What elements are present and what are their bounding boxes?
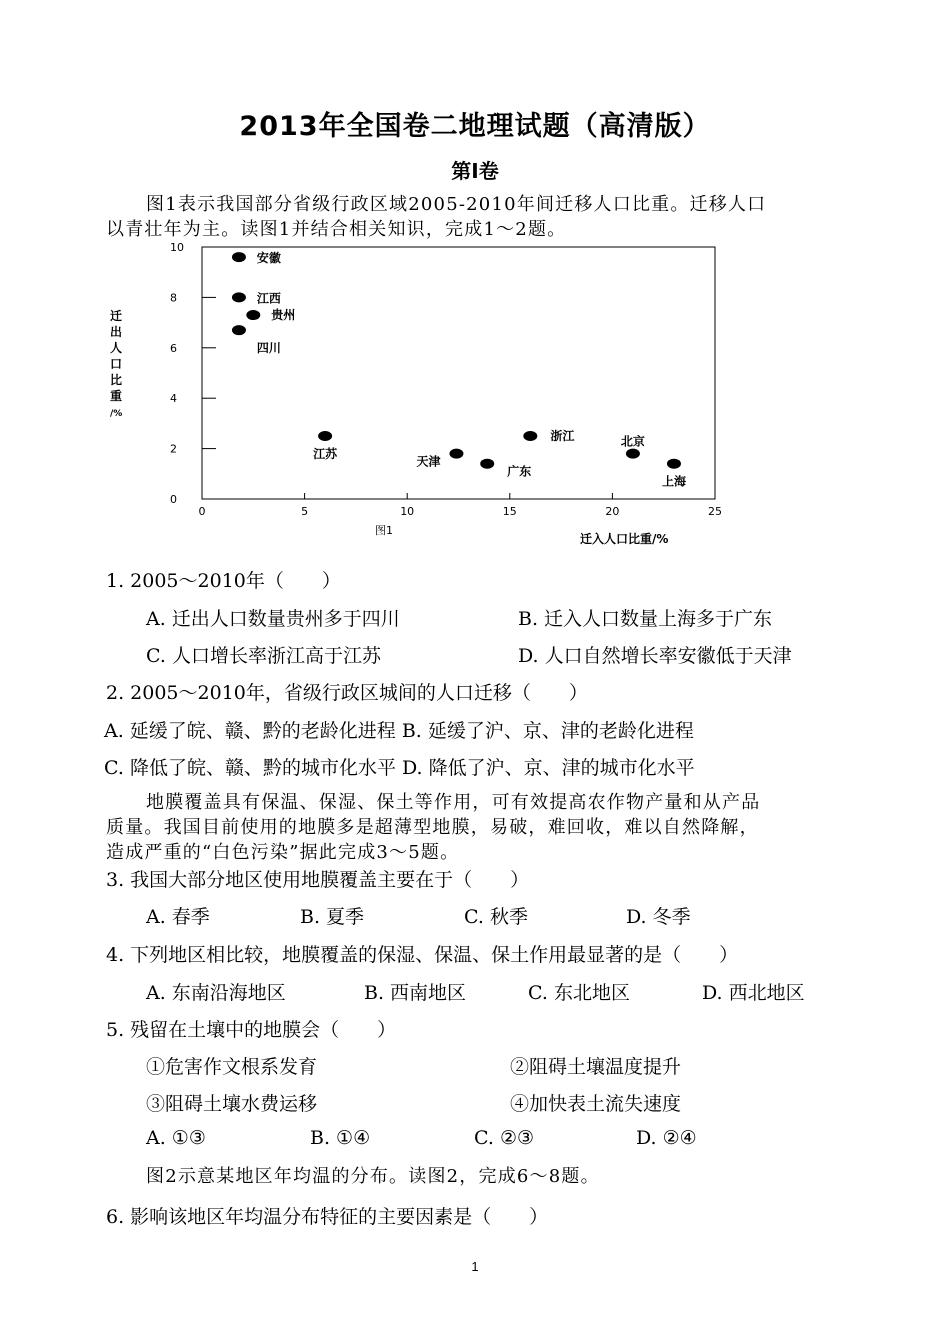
y-axis-label-char: 比 <box>110 373 123 387</box>
q5-option-d: D. ②④ <box>636 1127 697 1149</box>
q1-option-b: B. 迁入人口数量上海多于广东 <box>518 608 773 630</box>
q4-option-a: A. 东南沿海地区 <box>146 982 286 1004</box>
q1-option-d: D. 人口自然增长率安徽低于天津 <box>518 645 792 667</box>
q3-option-b: B. 夏季 <box>300 906 365 928</box>
intro2-line2: 质量。我国目前使用的地膜多是超薄型地膜，易破，难回收，难以自然降解， <box>106 817 759 838</box>
q4-option-c: C. 东北地区 <box>528 982 630 1004</box>
q5-option-c: C. ②③ <box>474 1127 535 1149</box>
data-point <box>232 325 246 335</box>
intro2-line3: 造成严重的“白色污染”据此完成3～5题。 <box>106 842 460 863</box>
q1-stem: 1. 2005～2010年（ ） <box>106 570 341 592</box>
point-label: 江苏 <box>313 447 338 461</box>
q3-option-d: D. 冬季 <box>626 906 691 928</box>
q5-statement-3: ③阻碍土壤水费运移 <box>146 1093 318 1115</box>
intro-paragraph-2 <box>106 790 846 865</box>
q5-option-a: A. ①③ <box>146 1127 206 1149</box>
y-tick-label: 0 <box>170 493 177 506</box>
y-tick-label: 4 <box>170 392 177 406</box>
plot-frame <box>202 247 715 499</box>
point-label: 天津 <box>416 454 441 469</box>
intro2-line1: 地膜覆盖具有保温、保湿、保土等作用，可有效提高农作物产量和从产品 <box>146 792 761 813</box>
data-point <box>626 449 640 459</box>
q1-option-c: C. 人口增长率浙江高于江苏 <box>146 645 381 667</box>
data-point <box>667 459 681 469</box>
intro1-line2: 以青壮年为主。读图1并结合相关知识，完成1～2题。 <box>106 219 567 240</box>
data-point <box>232 292 246 302</box>
y-tick-label: 2 <box>170 442 177 456</box>
q1-option-a: A. 迁出人口数量贵州多于四川 <box>146 608 400 630</box>
data-point <box>449 449 463 459</box>
q3-option-a: A. 春季 <box>146 906 210 928</box>
intro-paragraph-1 <box>106 192 846 242</box>
page-number: 1 <box>471 1259 479 1274</box>
point-label: 上海 <box>661 474 686 489</box>
point-label: 安徽 <box>256 251 281 266</box>
q5-statement-2: ②阻碍土壤温度提升 <box>510 1056 682 1078</box>
y-axis-label-char: /% <box>110 409 123 419</box>
q5-option-b: B. ①④ <box>310 1127 371 1149</box>
q5-statement-4: ④加快表土流失速度 <box>510 1093 682 1115</box>
q2-options-cd: C. 降低了皖、赣、黔的城市化水平 D. 降低了沪、京、津的城市化水平 <box>104 757 695 779</box>
data-point <box>246 310 260 320</box>
point-label: 广东 <box>507 464 532 479</box>
q2-stem: 2. 2005～2010年，省级行政区城间的人口迁移（ ） <box>106 682 588 704</box>
y-axis-label-char: 迁 <box>110 309 123 323</box>
q3-option-c: C. 秋季 <box>464 906 528 928</box>
x-tick-label: 25 <box>708 505 722 518</box>
data-point <box>232 252 246 262</box>
data-point <box>480 459 494 469</box>
intro3-line1: 图2示意某地区年均温的分布。读图2，完成6～8题。 <box>146 1166 600 1187</box>
x-tick-label: 10 <box>400 505 415 518</box>
y-axis-label-char: 重 <box>110 389 123 403</box>
q6-stem: 6. 影响该地区年均温分布特征的主要因素是（ ） <box>106 1206 549 1228</box>
q4-option-d: D. 西北地区 <box>702 982 805 1004</box>
point-label: 浙江 <box>550 429 575 443</box>
x-tick-label: 15 <box>502 505 517 518</box>
point-label: 四川 <box>256 341 281 356</box>
y-tick-label: 6 <box>170 341 177 355</box>
q5-stem: 5. 残留在土壤中的地膜会（ ） <box>106 1019 397 1041</box>
q5-statement-1: ①危害作文根系发育 <box>146 1056 318 1078</box>
y-tick-label: 10 <box>170 241 184 254</box>
section-title: 第Ⅰ卷 <box>451 159 499 183</box>
y-axis-label-char: 出 <box>110 325 123 339</box>
q4-stem: 4. 下列地区相比较，地膜覆盖的保湿、保温、保土作用最显著的是（ ） <box>106 944 739 966</box>
q4-option-b: B. 西南地区 <box>364 982 467 1004</box>
q3-stem: 3. 我国大部分地区使用地膜覆盖主要在于（ ） <box>106 869 530 891</box>
x-tick-label: 0 <box>198 505 206 518</box>
point-label: 北京 <box>620 434 645 449</box>
point-label: 江西 <box>256 291 281 306</box>
y-axis-label-char: 口 <box>110 357 123 371</box>
intro-paragraph-3 <box>106 1164 846 1189</box>
x-tick-label: 5 <box>301 505 309 518</box>
figure-1-chart <box>100 240 740 552</box>
data-point <box>318 431 332 441</box>
point-label: 贵州 <box>271 308 296 323</box>
q2-options-ab: A. 延缓了皖、赣、黔的老龄化进程 B. 延缓了沪、京、津的老龄化进程 <box>104 720 694 742</box>
intro1-line1: 图1表示我国部分省级行政区域2005-2010年间迁移人口比重。迁移人口 <box>146 194 767 215</box>
x-axis-label: 迁入人口比重/% <box>580 532 669 546</box>
y-axis-label-char: 人 <box>110 341 123 355</box>
page-title: 2013年全国卷二地理试题（高清版） <box>239 111 711 142</box>
y-tick-label: 8 <box>170 291 177 305</box>
x-tick-label: 20 <box>605 505 620 518</box>
data-point <box>523 431 537 441</box>
figure-caption: 图1 <box>375 524 393 537</box>
